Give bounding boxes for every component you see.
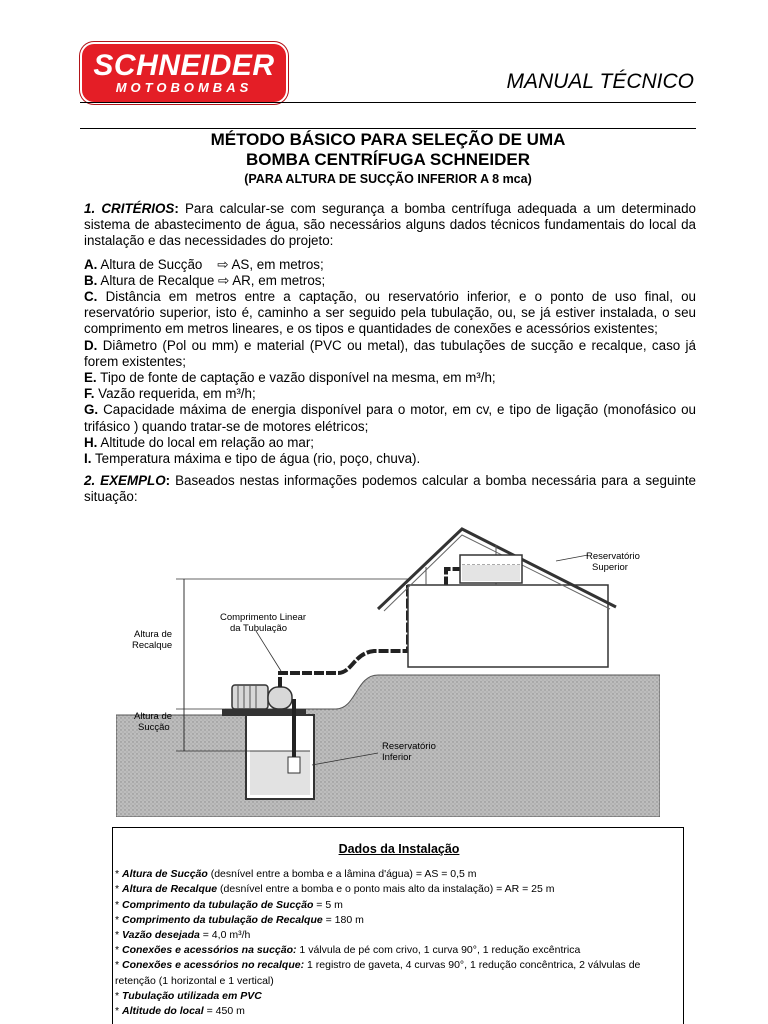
label-comprimento-2: da Tubulação (230, 623, 288, 634)
foot-valve (288, 757, 300, 773)
criterio-text: Distância em metros entre a captação, ou reservatório inferior, e o ponto de uso final, ou reservatório superior, isto é, caminho a ser seguido pela tubulação, ou, se já estiver instalada, o seu comprimento em metros lineares, e os tipos e quantidades de conexões e acessórios existentes; (84, 289, 696, 337)
label-reservatorio-inferior: Reservatório (382, 741, 436, 752)
title-line-3: (PARA ALTURA DE SUCÇÃO INFERIOR A 8 mca) (244, 172, 532, 186)
dados-title: Dados da Instalação (338, 842, 460, 856)
criterio-text: Capacidade máxima de energia disponível para o motor, em cv, e tipo de ligação (monofásico ou trifásico ) quando tratar-se de motores elétricos; (84, 402, 696, 434)
dados-row: * Altura de Recalque (desnível entre a bomba e o ponto mais alto da instalação) = AR = 25 m (115, 883, 555, 896)
dados-row-label: Altura de Sucção (122, 868, 208, 881)
dados-row-text: (desnível entre a bomba e o ponto mais alto da instalação) = AR = 25 m (217, 883, 555, 896)
criterio-letter: G. (84, 402, 99, 418)
criterio-letter: D. (84, 337, 98, 353)
document-body (84, 201, 696, 506)
dados-row-label: Tubulação utilizada em PVC (122, 989, 262, 1002)
well-water (250, 751, 310, 795)
document-title (80, 130, 696, 188)
dados-row-label: Altura de Recalque (122, 883, 218, 896)
criterio-letter: H. (84, 434, 98, 450)
label-altura-recalque: Altura de (134, 629, 173, 640)
exemplo-number: 2. (84, 473, 96, 489)
exemplo-paragraph: 2. EXEMPLO: Baseados nestas informações podemos calcular a bomba necessária para a seguinte situação: (84, 473, 696, 505)
suction-pipe (292, 701, 294, 757)
dados-row: * Altura de Sucção (desnível entre a bomba e a lâmina d'água) = AS = 0,5 m (115, 868, 477, 881)
criterio-text: Tipo de fonte de captação e vazão disponível na mesma, em m³/h; (100, 370, 496, 386)
schneider-logo (80, 42, 288, 104)
dados-row: * Vazão desejada = 4,0 m³/h (115, 929, 251, 942)
title-line-2: BOMBA CENTRÍFUGA SCHNEIDER (246, 150, 530, 169)
dados-row-label: Vazão desejada (122, 929, 200, 942)
criterios-paragraph: 1. CRITÉRIOS: Para calcular-se com segurança a bomba centrífuga adequada a um determinado sistema de abastecimento de água, são necessários alguns dados técnicos fundamentais do local da instalação e das necessidades do projeto: (84, 201, 696, 249)
criterios-heading: CRITÉRIOS (101, 201, 175, 216)
house-wall (408, 585, 608, 667)
dados-row: * Comprimento da tubulação de Recalque = 180 m (115, 913, 364, 926)
header-divider (80, 102, 696, 103)
criterio-text: Altura de Recalque ⇨ AR, em metros; (100, 272, 326, 288)
dados-row-text: = 4,0 m³/h (199, 929, 251, 942)
criterio-a (84, 257, 696, 273)
criterio-e (84, 370, 696, 386)
criterio-letter: E. (84, 370, 97, 386)
installation-diagram (116, 525, 660, 817)
criterio-letter: C. (84, 289, 98, 305)
criterio-letter: B. (84, 272, 98, 288)
criterios-number: 1. (84, 201, 96, 216)
criterio-text: Temperatura máxima e tipo de água (rio, poço, chuva). (94, 451, 421, 467)
title-divider (80, 128, 696, 129)
dados-row: * Conexões e acessórios no recalque: 1 registro de gaveta, 4 curvas 90°, 1 redução concêntrica, 2 válvulas de retenção (1 horizontal e 1 vertical) (115, 959, 641, 987)
criterio-letter: F. (84, 386, 95, 402)
criterio-h (84, 435, 696, 451)
criterio-i (84, 451, 696, 467)
criterio-d (84, 338, 696, 370)
criterio-letter: A. (84, 256, 98, 272)
exemplo-heading: EXEMPLO (100, 473, 166, 489)
dados-row-text: = 180 m (322, 913, 364, 926)
title-line-1: MÉTODO BÁSICO PARA SELEÇÃO DE UMA (210, 130, 566, 149)
dados-row-text: 1 válvula de pé com crivo, 1 curva 90°, 1 redução excêntrica (296, 944, 581, 957)
logo-main-text: SCHNEIDER (93, 49, 275, 82)
criterio-text: Altitude do local em relação ao mar; (100, 434, 315, 450)
label-altura-recalque-2: Recalque (132, 640, 173, 651)
dados-row: * Conexões e acessórios na sucção: 1 válvula de pé com crivo, 1 curva 90°, 1 redução excêntrica (115, 944, 581, 957)
criterio-f (84, 386, 696, 402)
criterio-letter: I. (84, 451, 92, 467)
dados-row-label: Altitude do local (122, 1005, 204, 1018)
dados-row-label: Comprimento da tubulação de Recalque (122, 913, 323, 926)
dados-row-text: = 5 m (313, 898, 343, 911)
criterio-c (84, 289, 696, 338)
manual-title: MANUAL TÉCNICO (506, 70, 694, 93)
page-header (0, 0, 768, 120)
label-reservatorio-superior-2: Superior (592, 562, 628, 573)
dados-row: * Tubulação utilizada em PVC (115, 989, 262, 1002)
dados-row-text: (desnível entre a bomba e a lâmina d'água) = AS = 0,5 m (207, 868, 477, 881)
dados-instalacao-box (112, 827, 684, 1024)
dados-row: * Comprimento da tubulação de Sucção = 5 m (115, 898, 343, 911)
label-altura-succao: Altura de (134, 711, 173, 722)
dados-row-label: Conexões e acessórios no recalque: (122, 959, 305, 972)
criterios-intro: Para calcular-se com segurança a bomba centrífuga adequada a um determinado sistema de abastecimento de água, são necessários alguns dados técnicos fundamentais do local da instalação e das necessidades do projeto: (84, 201, 696, 249)
dados-row: * Altitude do local = 450 m (115, 1005, 245, 1018)
label-altura-succao-2: Sucção (138, 722, 170, 733)
label-reservatorio-superior: Reservatório (586, 551, 640, 562)
criterio-text: Altura de Sucção ⇨ AS, em metros; (100, 256, 324, 272)
label-reservatorio-inferior-2: Inferior (382, 752, 412, 763)
dados-row-text: = 450 m (203, 1005, 245, 1018)
dados-row-label: Conexões e acessórios na sucção: (122, 944, 297, 957)
criterio-b (84, 273, 696, 289)
dados-row-label: Comprimento da tubulação de Sucção (122, 898, 314, 911)
pump-body (268, 687, 292, 709)
criterio-text: Vazão requerida, em m³/h; (98, 386, 256, 402)
dados-row-text: 1 registro de gaveta, 4 curvas 90°, 1 redução concêntrica, 2 válvulas de retenção (1 horizontal e 1 vertical) (115, 959, 641, 987)
criterio-g (84, 402, 696, 434)
criterio-text: Diâmetro (Pol ou mm) e material (PVC ou metal), das tubulações de sucção e recalque, caso já forem existentes; (84, 337, 696, 369)
exemplo-text: Baseados nestas informações podemos calcular a bomba necessária para a seguinte situação: (84, 473, 696, 505)
label-comprimento: Comprimento Linear (220, 612, 307, 623)
logo-sub-text: MOTOBOMBAS (115, 80, 253, 95)
